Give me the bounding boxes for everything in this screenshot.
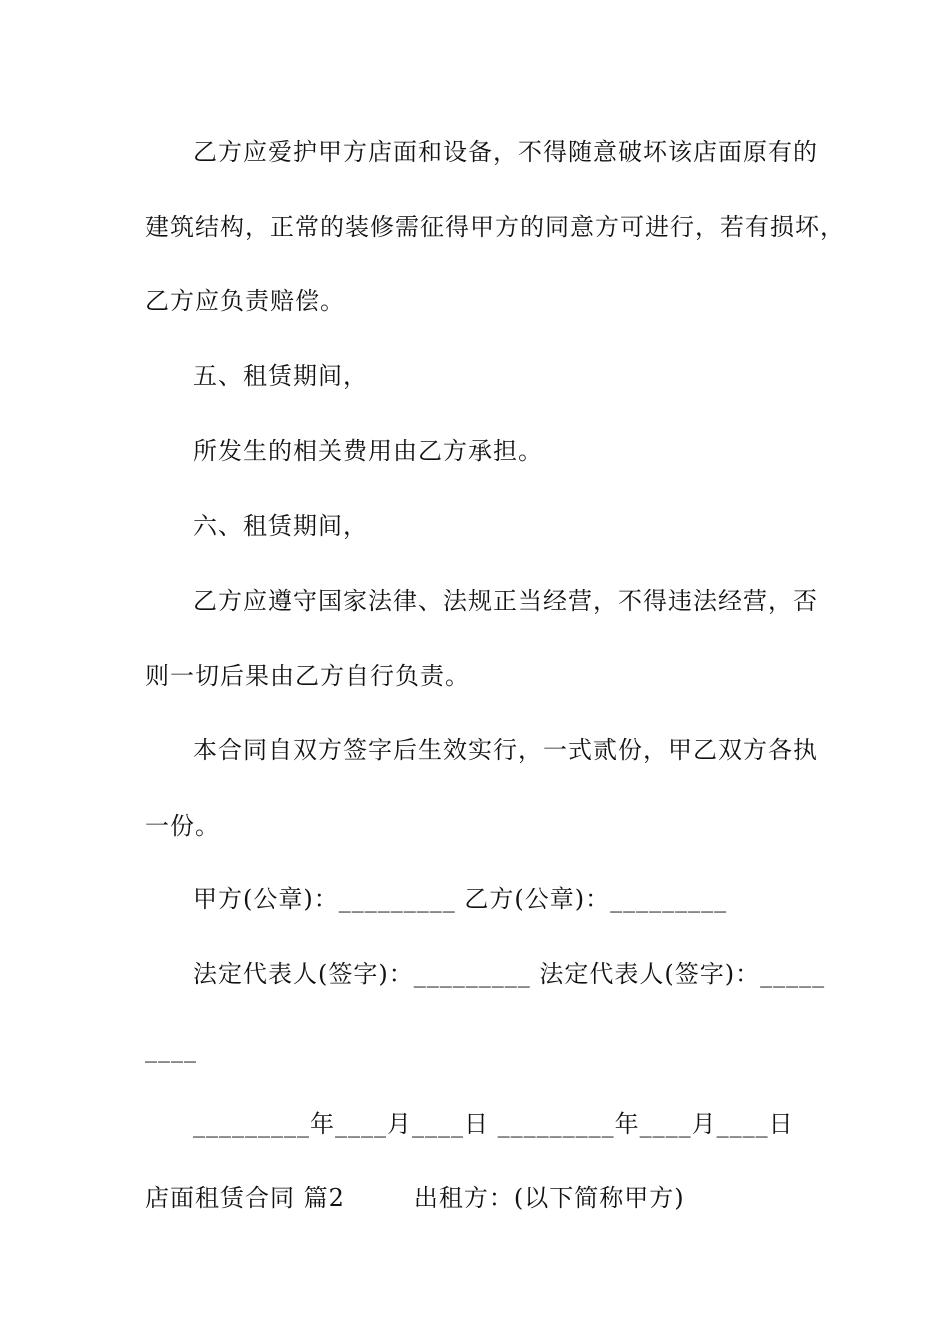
paragraph-line: 乙方应爱护甲方店面和设备，不得随意破坏该店面原有的: [193, 138, 818, 166]
paragraph-line: 乙方应负责赔偿。: [145, 287, 345, 315]
paragraph-line: 则一切后果由乙方自行负责。: [145, 662, 470, 690]
contract-heading: 店面租赁合同 篇2 出租方：(以下简称甲方): [145, 1184, 685, 1212]
paragraph-line: 建筑结构，正常的装修需征得甲方的同意方可进行，若有损坏，: [145, 213, 845, 241]
date-line: _________年____月____日 _________年____月____日: [193, 1110, 794, 1138]
signature-line: 法定代表人(签字)：_________ 法定代表人(签字)：_____: [193, 960, 826, 988]
paragraph-line: 乙方应遵守国家法律、法规正当经营，不得违法经营，否: [193, 587, 818, 615]
paragraph-line: 所发生的相关费用由乙方承担。: [193, 437, 543, 465]
section-heading: 六、租赁期间，: [193, 512, 368, 540]
paragraph-line: 本合同自双方签字后生效实行，一式贰份，甲乙双方各执: [193, 736, 818, 764]
seal-line: 甲方(公章)：_________ 乙方(公章)：_________: [193, 885, 728, 913]
section-heading: 五、租赁期间，: [193, 362, 368, 390]
paragraph-line: 一份。: [145, 812, 220, 840]
signature-line-continued: ____: [145, 1035, 197, 1063]
